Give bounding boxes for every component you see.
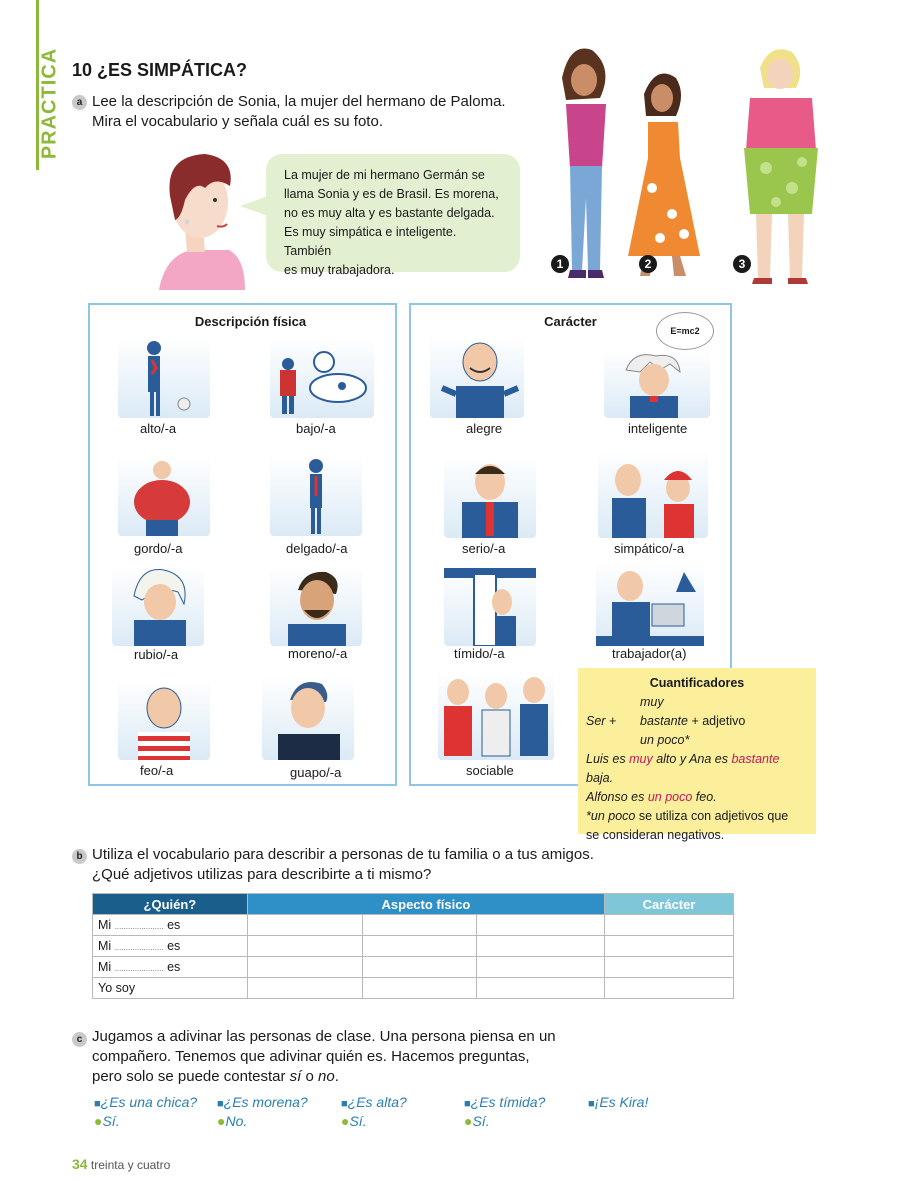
- three-women-illustration: [540, 38, 820, 286]
- page-number-words: treinta y cuatro: [90, 1158, 171, 1172]
- who-cell[interactable]: [93, 957, 248, 978]
- label-bajo: bajo/-a: [296, 421, 336, 436]
- blond-person-illustration: [112, 566, 204, 646]
- note-text: se utiliza con adjetivos que: [635, 809, 789, 823]
- line3-text: o: [301, 1068, 318, 1085]
- dot-bullet-icon: ●: [341, 1113, 350, 1129]
- thought-bubble-text: E=mc2: [670, 326, 700, 336]
- aspect-cell[interactable]: [247, 936, 362, 957]
- character-title: Carácter: [544, 314, 597, 329]
- aspect-cell[interactable]: [362, 957, 477, 978]
- part-b-instruction: [92, 845, 594, 885]
- sonia-portrait-illustration: [145, 148, 245, 290]
- question-4: [464, 1094, 545, 1110]
- answer-1: [94, 1113, 120, 1129]
- bubble-line: llama Sonia y es de Brasil. Es morena,: [284, 187, 499, 201]
- page-number: 34: [72, 1156, 88, 1172]
- aspect-cell[interactable]: [247, 957, 362, 978]
- aspect-cell[interactable]: [477, 957, 605, 978]
- answer-text: Sí.: [102, 1113, 120, 1129]
- table-row: [93, 978, 734, 999]
- label-alto: alto/-a: [140, 421, 177, 436]
- es-label: es: [167, 960, 181, 974]
- exercise-title-text: ¿ES SIMPÁTICA?: [97, 60, 248, 80]
- blank-dots: ......................: [114, 964, 164, 973]
- mi-label: Mi: [98, 960, 112, 974]
- family-description-table: [92, 893, 734, 999]
- part-a-instruction: [92, 92, 506, 132]
- photo-number-3: 3: [733, 255, 751, 273]
- example-text: feo.: [692, 790, 717, 804]
- aspect-cell[interactable]: [477, 978, 605, 999]
- ugly-person-illustration: [118, 680, 210, 760]
- aspect-cell[interactable]: [477, 936, 605, 957]
- quantifiers-title: Cuantificadores: [649, 676, 745, 690]
- quantifier-muy: muy: [640, 695, 664, 709]
- thin-person-illustration: [270, 456, 362, 536]
- answer-3: [341, 1113, 367, 1129]
- example-highlight: un poco: [647, 790, 693, 804]
- label-simpatico: simpático/-a: [614, 541, 685, 556]
- part-a-line2: Mira el vocabulario y señala cuál es su foto.: [92, 113, 383, 130]
- example-text: Alfonso es: [586, 790, 648, 804]
- photo-number-1: 1: [551, 255, 569, 273]
- quantifier-note: [586, 807, 808, 826]
- bubble-line: Es muy simpática e inteligente. También: [284, 225, 457, 258]
- label-trabajador: trabajador(a): [612, 646, 687, 661]
- aspect-cell[interactable]: [362, 936, 477, 957]
- exercise-number: 10: [72, 60, 93, 80]
- answer-2: [217, 1113, 247, 1129]
- quantifier-example-1: [586, 750, 808, 788]
- aspect-cell[interactable]: [477, 915, 605, 936]
- tall-person-illustration: [118, 338, 210, 418]
- label-guapo: guapo/-a: [290, 765, 342, 780]
- character-cell[interactable]: [605, 978, 734, 999]
- blank-dots: ......................: [114, 943, 164, 952]
- table-row: [93, 936, 734, 957]
- photo-number-2: 2: [639, 255, 657, 273]
- question-text: ¿Es morena?: [223, 1094, 308, 1110]
- part-b-badge: b: [72, 849, 87, 864]
- square-bullet-icon: ■: [217, 1098, 224, 1110]
- example-text: Luis es: [586, 752, 630, 766]
- answer-text: Sí.: [472, 1113, 490, 1129]
- ser-label: Ser +: [586, 714, 617, 728]
- square-bullet-icon: ■: [464, 1098, 471, 1110]
- part-c-line2: compañero. Tenemos que adivinar quién es. Hacemos preguntas,: [92, 1048, 530, 1065]
- intelligent-person-illustration: [604, 350, 710, 418]
- part-c-line1: Jugamos a adivinar las personas de clase. Una persona piensa en un: [92, 1028, 556, 1045]
- table-row: [93, 915, 734, 936]
- part-c-line3: [92, 1067, 556, 1087]
- square-bullet-icon: ■: [94, 1098, 101, 1110]
- question-text: ¡Es Kira!: [594, 1094, 649, 1110]
- quantifier-ser-row: [586, 712, 808, 731]
- question-5: [588, 1094, 648, 1110]
- table-header-row: [93, 894, 734, 915]
- aspect-cell[interactable]: [247, 915, 362, 936]
- question-text: ¿Es una chica?: [100, 1094, 198, 1110]
- question-3: [341, 1094, 407, 1110]
- physical-description-title: Descripción física: [194, 314, 307, 329]
- example-text: alto y Ana es: [652, 752, 732, 766]
- note-text: *un poco: [586, 809, 636, 823]
- quantifier-bastante: bastante: [640, 714, 688, 728]
- answer-4: [464, 1113, 490, 1129]
- example-highlight: bastante: [731, 752, 780, 766]
- question-text: ¿Es alta?: [347, 1094, 407, 1110]
- mi-label: Mi: [98, 939, 112, 953]
- speech-bubble: [266, 154, 520, 277]
- part-a-badge: a: [72, 95, 87, 110]
- example-text: baja.: [586, 771, 614, 785]
- shy-person-illustration: [444, 568, 536, 646]
- header-aspecto: Aspecto físico: [247, 894, 604, 915]
- who-cell[interactable]: Yo soy: [93, 978, 248, 999]
- line3-text: .: [334, 1068, 339, 1085]
- sociable-people-illustration: [438, 672, 554, 760]
- header-quien: ¿Quién?: [93, 894, 248, 915]
- adjetivo-label: + adjetivo: [691, 714, 746, 728]
- aspect-cell[interactable]: [362, 915, 477, 936]
- question-text: ¿Es tímida?: [470, 1094, 546, 1110]
- label-delgado: delgado/-a: [286, 541, 348, 556]
- dot-bullet-icon: ●: [94, 1113, 103, 1129]
- who-cell[interactable]: [93, 915, 248, 936]
- character-cell[interactable]: [605, 957, 734, 978]
- aspect-cell[interactable]: [362, 978, 477, 999]
- question-1: [94, 1094, 197, 1110]
- bubble-line: La mujer de mi hermano Germán se: [284, 168, 485, 182]
- part-b-line2: ¿Qué adjetivos utilizas para describirte a ti mismo?: [92, 866, 432, 883]
- label-feo: feo/-a: [140, 763, 174, 778]
- label-serio: serio/-a: [462, 541, 506, 556]
- aspect-cell[interactable]: [247, 978, 362, 999]
- dark-person-illustration: [270, 566, 362, 646]
- page-footer: [72, 1156, 170, 1172]
- table-row: [93, 957, 734, 978]
- friendly-people-illustration: [598, 450, 708, 538]
- short-person-illustration: [270, 338, 374, 418]
- speech-bubble-tail: [240, 196, 268, 216]
- quantifiers-box: [578, 668, 816, 842]
- fat-person-illustration: [118, 456, 210, 536]
- blank-dots: ......................: [114, 922, 164, 931]
- dot-bullet-icon: ●: [217, 1113, 226, 1129]
- label-inteligente: inteligente: [628, 421, 688, 436]
- label-alegre: alegre: [466, 421, 503, 436]
- question-2: [217, 1094, 308, 1110]
- es-label: es: [167, 918, 181, 932]
- part-b-line1: Utiliza el vocabulario para describir a personas de tu familia o a tus amigos.: [92, 846, 594, 863]
- answer-text: Sí.: [349, 1113, 367, 1129]
- line3-si: sí: [289, 1068, 302, 1085]
- quantifier-example-2: [586, 788, 808, 807]
- line3-no: no: [318, 1068, 335, 1085]
- note-text: se consideran negativos.: [586, 828, 725, 842]
- label-moreno: moreno/-a: [288, 646, 348, 661]
- square-bullet-icon: ■: [588, 1098, 595, 1110]
- label-rubio: rubio/-a: [134, 647, 179, 662]
- example-highlight: muy: [629, 752, 653, 766]
- header-caracter: Carácter: [605, 894, 734, 915]
- mi-label: Mi: [98, 918, 112, 932]
- hardworking-person-illustration: [596, 562, 704, 646]
- serious-person-illustration: [444, 456, 536, 538]
- square-bullet-icon: ■: [341, 1098, 348, 1110]
- label-sociable: sociable: [466, 763, 514, 778]
- label-gordo: gordo/-a: [134, 541, 183, 556]
- section-label-text: PRACTICA: [38, 47, 61, 160]
- line3-text: pero solo se puede contestar: [92, 1068, 290, 1085]
- answer-text: No.: [225, 1113, 248, 1129]
- section-label: [36, 36, 60, 176]
- label-timido: tímido/-a: [454, 646, 505, 661]
- es-label: es: [167, 939, 181, 953]
- bubble-line: no es muy alta y es bastante delgada.: [284, 206, 495, 220]
- character-cell[interactable]: [605, 936, 734, 957]
- quantifier-un-poco: un poco*: [640, 733, 690, 747]
- happy-person-illustration: [430, 336, 524, 418]
- dot-bullet-icon: ●: [464, 1113, 473, 1129]
- bubble-line: es muy trabajadora.: [284, 263, 395, 277]
- handsome-person-illustration: [262, 676, 354, 760]
- who-cell[interactable]: [93, 936, 248, 957]
- exercise-title: [72, 60, 247, 81]
- part-c-instruction: [92, 1027, 556, 1087]
- thought-bubble: [656, 312, 714, 350]
- character-cell[interactable]: [605, 915, 734, 936]
- part-c-badge: c: [72, 1032, 87, 1047]
- part-a-line1: Lee la descripción de Sonia, la mujer del hermano de Paloma.: [92, 93, 506, 110]
